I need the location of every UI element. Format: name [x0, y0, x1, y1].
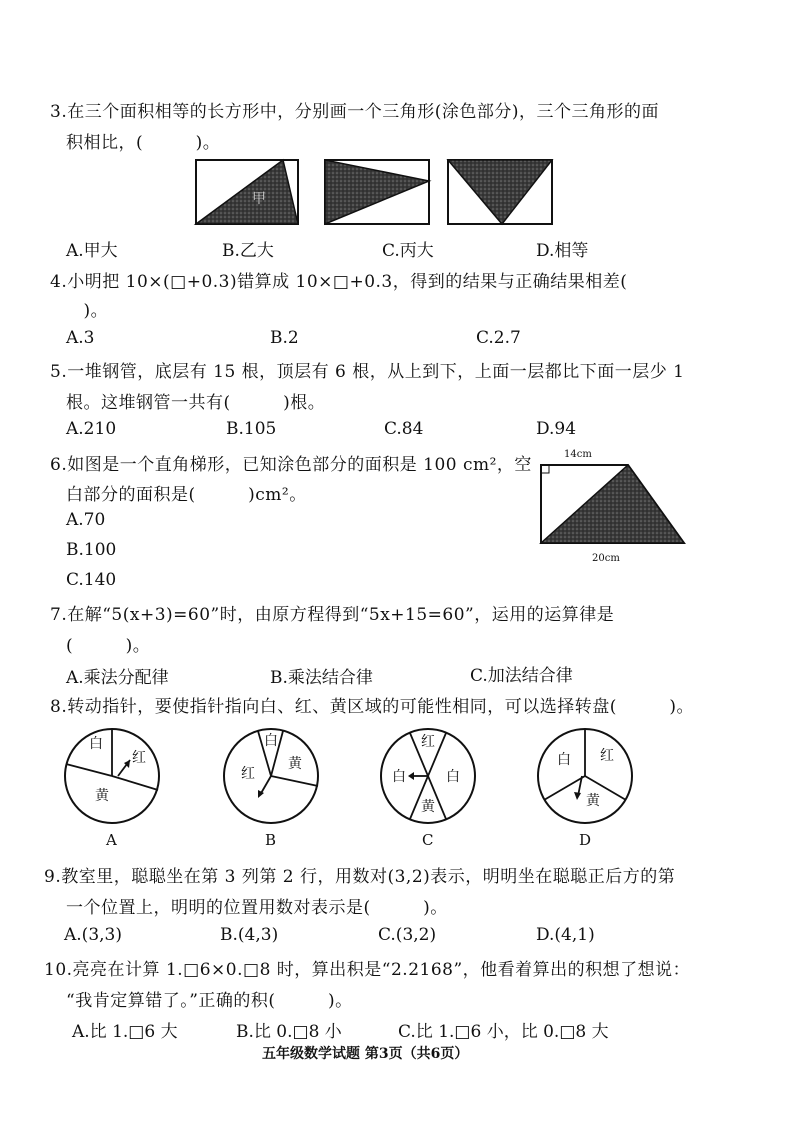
right-angle-mark	[541, 465, 549, 473]
q6-option-c: C.140	[66, 570, 117, 590]
q7-option-a: A.乘法分配律	[66, 668, 169, 688]
q5-option-c: C.84	[384, 419, 424, 439]
q6-option-b: B.100	[66, 540, 117, 560]
q3-fig-label: 甲	[252, 191, 266, 207]
spinner-b-region-1: 黄	[288, 756, 302, 772]
q7-option-c: C.加法结合律	[470, 666, 573, 686]
q10-line2: “我肯定算错了。”正确的积( )。	[66, 991, 353, 1011]
q5-option-b: B.105	[226, 419, 277, 439]
q7-line1: 7.在解“5(x+3)=60”时，由原方程得到“5x+15=60”，运用的运算律是	[50, 605, 615, 625]
spinner-d	[538, 729, 632, 823]
q10-option-b: B.比 0.□8 小	[236, 1022, 342, 1042]
spinner-c-region-1: 白	[392, 769, 406, 785]
spinner-c-label: C	[422, 831, 434, 849]
spinner-a-label: A	[106, 831, 117, 849]
q7-option-b: B.乘法结合律	[270, 668, 373, 688]
spinner-b-region-2: 红	[241, 766, 255, 782]
spinner-b	[224, 729, 318, 823]
q5-line2: 根。这堆钢管一共有( )根。	[66, 393, 326, 413]
triangle-jia	[196, 160, 298, 224]
q8-line1: 8.转动指针，要使指针指向白、红、黄区域的可能性相同，可以选择转盘( )。	[50, 697, 694, 717]
q6-trapezoid	[541, 465, 684, 543]
q10-line1: 10.亮亮在计算 1.□6×0.□8 时，算出积是“2.2168”，他看着算出的积想了想说：	[44, 960, 691, 980]
page-footer: 五年级数学试题 第3页（共6页）	[262, 1046, 469, 1062]
q6-top-label: 14cm	[564, 449, 592, 460]
q9-line1: 9.教室里，聪聪坐在第 3 列第 2 行，用数对(3,2)表示，明明坐在聪聪正后方的第	[44, 867, 676, 887]
q3-line2: 积相比，( )。	[66, 133, 221, 153]
q3-option-a: A.甲大	[66, 241, 118, 261]
q6-line2: 白部分的面积是( )cm²。	[66, 485, 307, 505]
triangle-yi	[325, 160, 429, 224]
q4-option-c: C.2.7	[476, 328, 521, 348]
q9-option-a: A.(3,3)	[64, 925, 122, 945]
rect-jia	[196, 160, 298, 224]
spinner-d-region-2: 黄	[586, 793, 600, 809]
q6-option-a: A.70	[66, 510, 106, 530]
spinner-c-region-2: 白	[446, 769, 460, 785]
q5-option-d: D.94	[536, 419, 577, 439]
spinner-c-region-3: 黄	[421, 799, 435, 815]
q6-shaded-triangle	[541, 465, 684, 543]
q9-option-b: B.(4,3)	[220, 925, 279, 945]
spinner-b-label: B	[265, 831, 277, 849]
spinner-c	[381, 729, 475, 823]
spinner-a-region-2: 黄	[95, 788, 109, 804]
triangle-bing	[448, 160, 552, 224]
q10-option-c: C.比 1.□6 小，比 0.□8 大	[398, 1022, 609, 1042]
q10-option-a: A.比 1.□6 大	[72, 1022, 178, 1042]
spinner-a-region-0: 白	[89, 736, 103, 752]
q4-line1: 4.小明把 10×(□+0.3)错算成 10×□+0.3，得到的结果与正确结果相差(	[50, 272, 628, 292]
spinner-c-region-0: 红	[421, 734, 435, 750]
q4-line2: )。	[66, 301, 109, 321]
q6-line1: 6.如图是一个直角梯形，已知涂色部分的面积是 100 cm²，空	[50, 455, 532, 475]
spinner-d-region-0: 白	[557, 752, 571, 768]
spinner-a	[65, 729, 159, 823]
q4-option-a: A.3	[66, 328, 95, 348]
q9-line2: 一个位置上，明明的位置用数对表示是( )。	[66, 898, 448, 918]
q9-option-d: D.(4,1)	[536, 925, 595, 945]
rect-bing	[448, 160, 552, 224]
rect-yi	[325, 160, 429, 224]
q5-option-a: A.210	[66, 419, 117, 439]
q3-option-b: B.乙大	[222, 241, 274, 261]
q3-line1: 3.在三个面积相等的长方形中，分别画一个三角形(涂色部分)，三个三角形的面	[50, 102, 659, 122]
q9-option-c: C.(3,2)	[378, 925, 437, 945]
q5-line1: 5.一堆钢管，底层有 15 根，顶层有 6 根，从上到下，上面一层都比下面一层少 1	[50, 362, 685, 382]
q3-option-c: C.丙大	[382, 241, 434, 261]
q4-option-b: B.2	[270, 328, 299, 348]
spinner-b-region-0: 白	[264, 733, 278, 749]
spinner-d-region-1: 红	[600, 748, 614, 764]
spinner-d-label: D	[579, 831, 592, 849]
spinner-a-region-1: 红	[132, 750, 146, 766]
q7-line2: ( )。	[66, 636, 151, 656]
q6-bottom-label: 20cm	[592, 553, 620, 564]
q3-option-d: D.相等	[536, 241, 589, 261]
